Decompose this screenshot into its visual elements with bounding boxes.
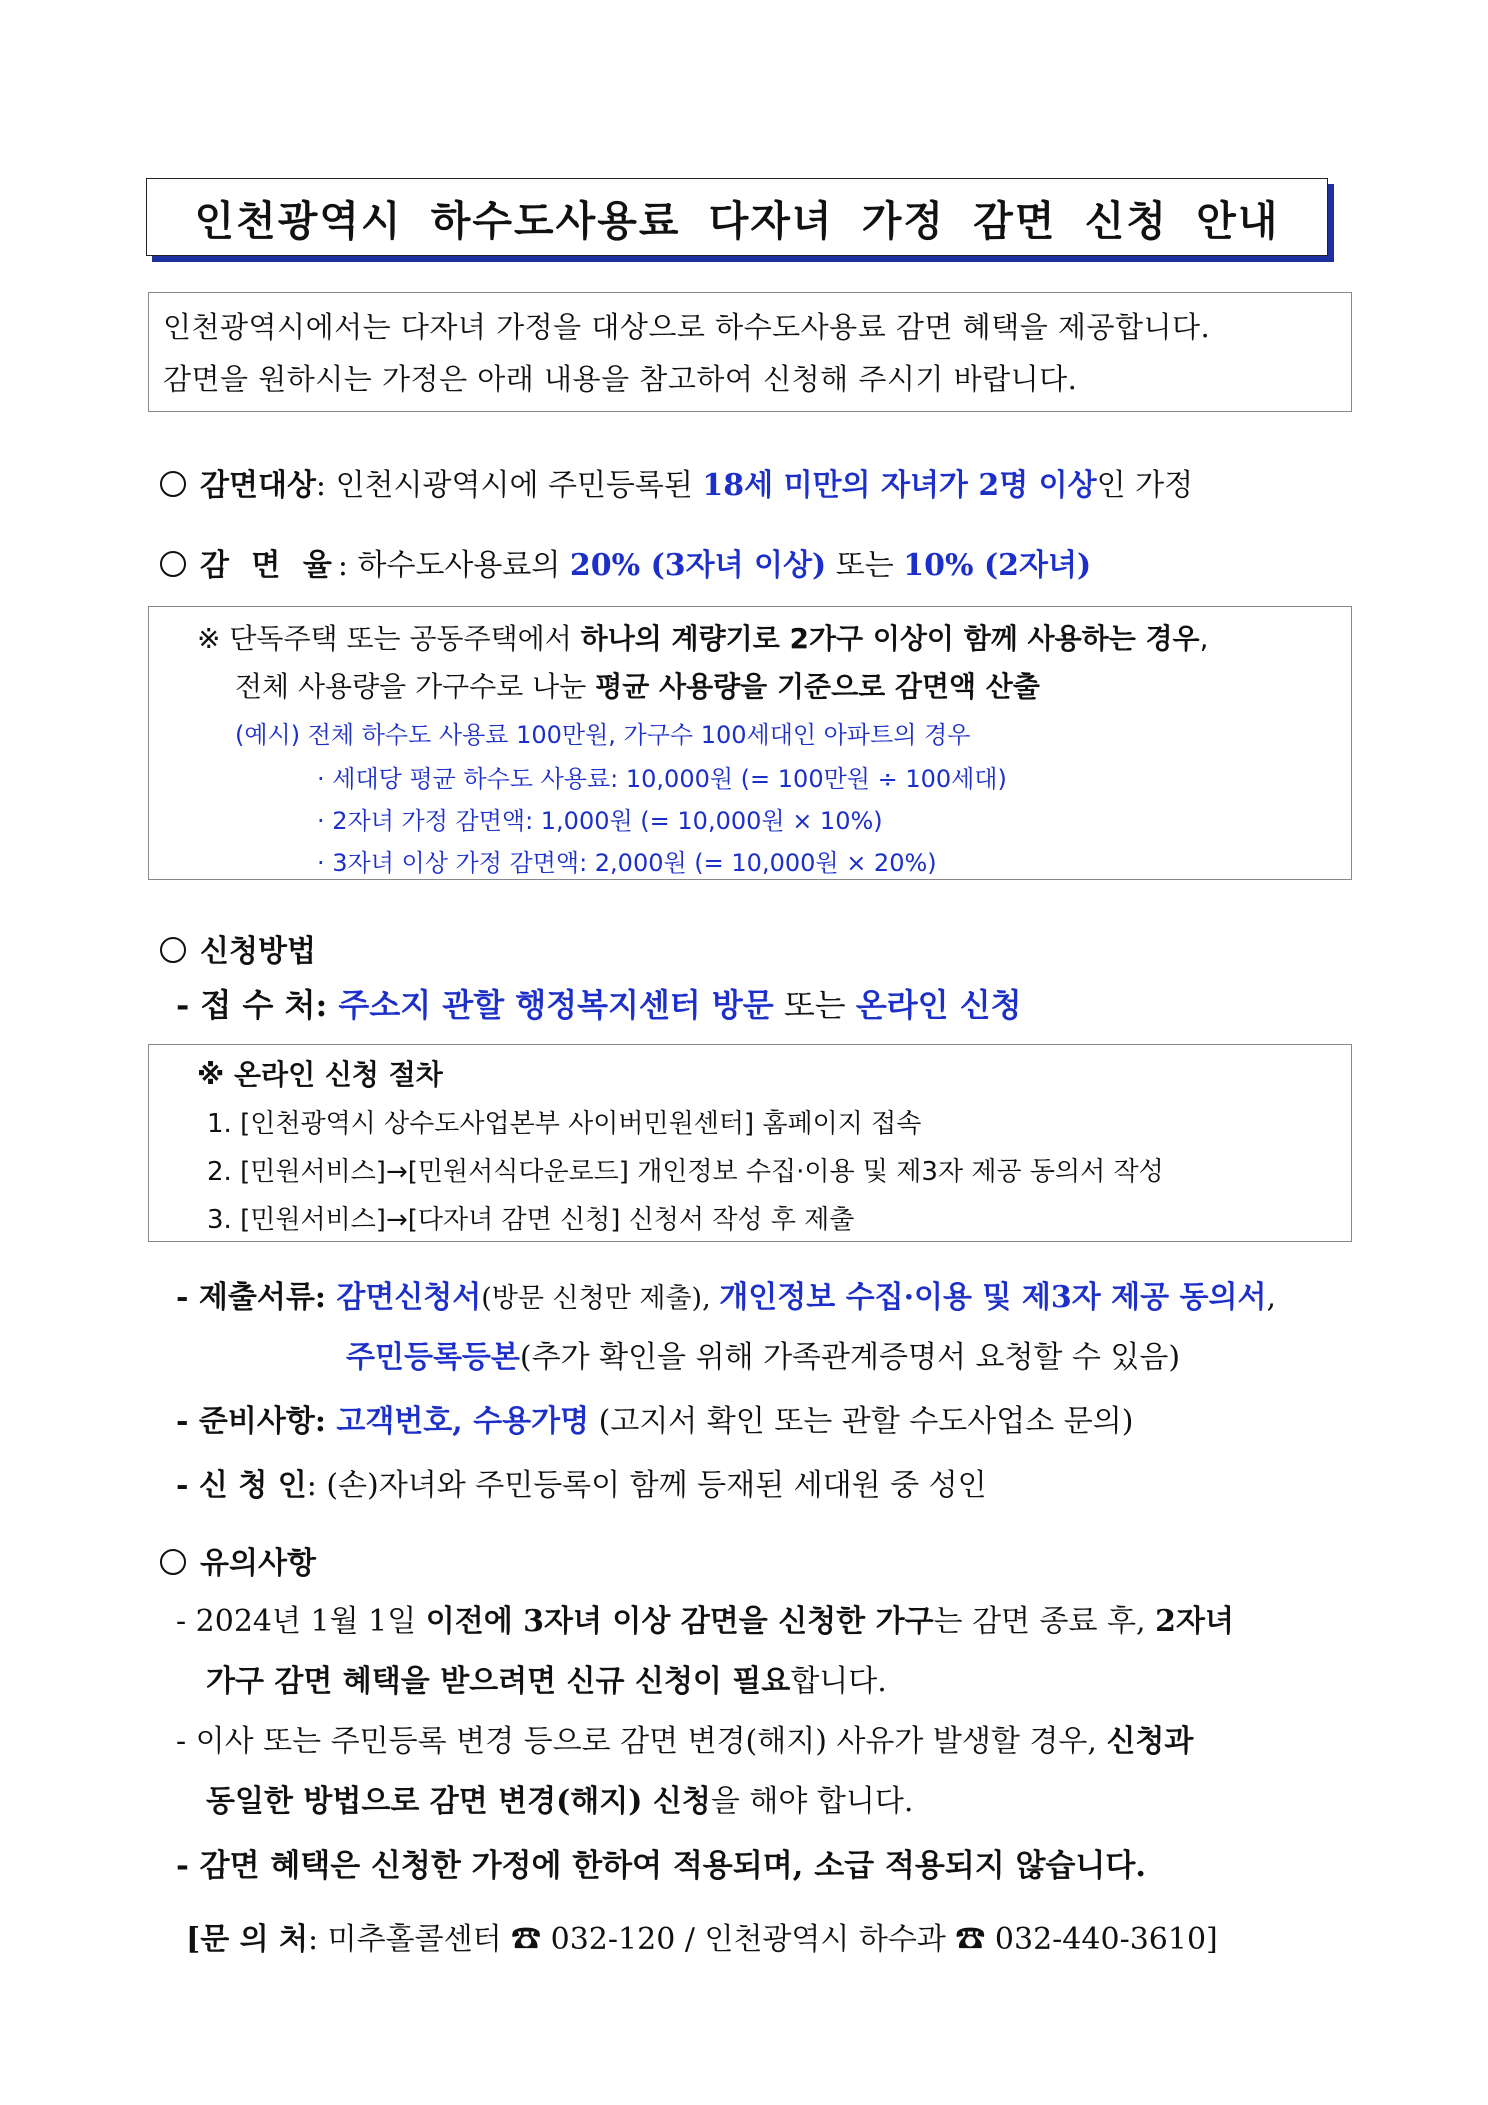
target-label: 감면대상 <box>200 468 316 503</box>
rate-text-2: 또는 <box>826 548 904 583</box>
caution-3: - 감면 혜택은 신청한 가정에 한하여 적용되며, 소급 적용되지 않습니다. <box>176 1848 1147 1884</box>
caution-2-text-b: 을 해야 합니다. <box>710 1784 914 1819</box>
example-line-2: · 2자녀 가정 감면액: 1,000원 (= 10,000원 × 10%) <box>317 807 883 835</box>
note1-bold-b: 평균 사용량을 기준으로 감면액 산출 <box>595 670 1040 703</box>
docs-row-2 <box>346 1332 1180 1376</box>
caution-1-text-b: 는 감면 종료 후, <box>933 1604 1156 1639</box>
rate-row <box>160 540 1091 584</box>
page-title: 인천광역시 하수도사용료 다자녀 가정 감면 신청 안내 <box>194 196 1280 245</box>
title-box <box>146 178 1328 256</box>
caution-1-text-a: - 2024년 1월 1일 <box>176 1604 426 1639</box>
prep-highlight: 고객번호, 수용가명 <box>336 1404 590 1439</box>
rate-text-1: : 하수도사용료의 <box>337 548 570 583</box>
docs-text-2: , <box>1266 1280 1277 1315</box>
circle-bullet-icon <box>160 937 186 963</box>
docs-text-3: (추가 확인을 위해 가족관계증명서 요청할 수 있음) <box>519 1340 1181 1375</box>
intro-line-1: 인천광역시에서는 다자녀 가정을 대상으로 하수도사용료 감면 혜택을 제공합니다. <box>163 310 1211 344</box>
reception-row: - 접 수 처: 주소지 관할 행정복지센터 방문 또는 온라인 신청 <box>176 986 1022 1024</box>
reception-highlight-1: 주소지 관할 행정복지센터 방문 <box>338 986 774 1024</box>
docs-text-1: (방문 신청만 제출), <box>481 1283 720 1314</box>
reception-label: - 접 수 처 <box>176 986 316 1024</box>
prep-label: - 준비사항 <box>176 1404 315 1439</box>
caution-1-line-1 <box>176 1596 1234 1640</box>
caution-1-bold-c: 가구 감면 혜택을 받으려면 신규 신청이 필요 <box>206 1664 791 1699</box>
method-header <box>160 926 316 970</box>
caution-1-bold-a: 이전에 3자녀 이상 감면을 신청한 가구 <box>425 1604 934 1639</box>
caution-2-line-1 <box>176 1716 1193 1760</box>
note1-text-b: 전체 사용량을 가구수로 나눈 <box>235 670 596 703</box>
caution-2-bold-b: 동일한 방법으로 감면 변경(해지) 신청 <box>206 1784 711 1819</box>
contact-label: [문 의 처 <box>186 1922 309 1957</box>
applicant-row <box>176 1460 987 1504</box>
example-line-3: · 3자녀 이상 가정 감면액: 2,000원 (= 10,000원 × 20%) <box>317 849 937 877</box>
circle-bullet-icon <box>160 471 186 497</box>
target-text-1: : 인천시광역시에 주민등록된 <box>315 468 703 503</box>
caution-header-label: 유의사항 <box>200 1546 316 1581</box>
shared-meter-note-box <box>148 606 1352 880</box>
example-line-1: · 세대당 평균 하수도 사용료: 10,000원 (= 100만원 ÷ 100세대) <box>317 765 1007 793</box>
online-procedure-box <box>148 1044 1352 1242</box>
applicant-text: : (손)자녀와 주민등록이 함께 등재된 세대원 중 성인 <box>306 1468 987 1503</box>
reception-text: 또는 <box>773 986 856 1024</box>
prep-row: - 준비사항: 고객번호, 수용가명 (고지서 확인 또는 관할 수도사업소 문의) <box>176 1404 1134 1439</box>
contact-row <box>186 1914 1218 1958</box>
rate-label: 감 면 율 <box>200 548 338 583</box>
docs-highlight-3: 주민등록등본 <box>346 1340 520 1375</box>
caution-1-bold-b: 2자녀 <box>1155 1604 1234 1639</box>
caution-1-line-2 <box>206 1656 887 1700</box>
prep-text: (고지서 확인 또는 관할 수도사업소 문의) <box>589 1404 1134 1439</box>
applicant-label: - 신 청 인 <box>176 1468 307 1503</box>
docs-label: - 제출서류 <box>176 1280 315 1315</box>
target-row <box>160 460 1193 504</box>
rate-highlight-2: 10% (2자녀) <box>903 548 1092 583</box>
target-text-2: 인 가정 <box>1096 468 1194 503</box>
note1-line-1 <box>197 617 1209 657</box>
contact-text: : 미추홀콜센터 ☎ 032-120 / 인천광역시 하수과 ☎ 032-440-3610] <box>308 1922 1218 1957</box>
caution-2-bold-a: 신청과 <box>1106 1724 1194 1759</box>
caution-2-line-2 <box>206 1776 913 1820</box>
online-step-1: 1. [인천광역시 상수도사업본부 사이버민원센터] 홈페이지 접속 <box>207 1109 922 1139</box>
note1-text-comma: , <box>1199 622 1209 655</box>
caution-1-text-c: 합니다. <box>790 1664 887 1699</box>
note1-text-a: 단독주택 또는 공동주택에서 <box>229 622 581 655</box>
docs-highlight-1: 감면신청서 <box>336 1280 482 1315</box>
method-header-label: 신청방법 <box>200 934 316 969</box>
reference-mark-icon: ※ <box>197 622 221 655</box>
example-heading: (예시) 전체 하수도 사용료 100만원, 가구수 100세대인 아파트의 경우 <box>235 721 971 749</box>
intro-line-2: 감면을 원하시는 가정은 아래 내용을 참고하여 신청해 주시기 바랍니다. <box>163 362 1078 396</box>
online-step-3: 3. [민원서비스]→[다자녀 감면 신청] 신청서 작성 후 제출 <box>207 1205 855 1235</box>
intro-box <box>148 292 1352 412</box>
online-procedure-title: ※ 온라인 신청 절차 <box>197 1058 443 1091</box>
docs-highlight-2: 개인정보 수집·이용 및 제3자 제공 동의서 <box>719 1280 1267 1315</box>
reception-highlight-2: 온라인 신청 <box>855 986 1022 1024</box>
online-step-2: 2. [민원서비스]→[민원서식다운로드] 개인정보 수집·이용 및 제3자 제공 동의서 작성 <box>207 1157 1164 1187</box>
docs-row-1: - 제출서류: 감면신청서(방문 신청만 제출), 개인정보 수집·이용 및 제3자 제공 동의서, <box>176 1280 1277 1315</box>
note1-line-2 <box>235 665 1040 705</box>
caution-2-text-a: - 이사 또는 주민등록 변경 등으로 감면 변경(해지) 사유가 발생할 경우, <box>176 1724 1107 1759</box>
rate-highlight-1: 20% (3자녀 이상) <box>569 548 827 583</box>
target-highlight: 18세 미만의 자녀가 2명 이상 <box>702 468 1097 503</box>
caution-header <box>160 1538 316 1582</box>
circle-bullet-icon <box>160 1549 186 1575</box>
note1-bold-a: 하나의 계량기로 2가구 이상이 함께 사용하는 경우 <box>580 622 1200 655</box>
circle-bullet-icon <box>160 551 186 577</box>
